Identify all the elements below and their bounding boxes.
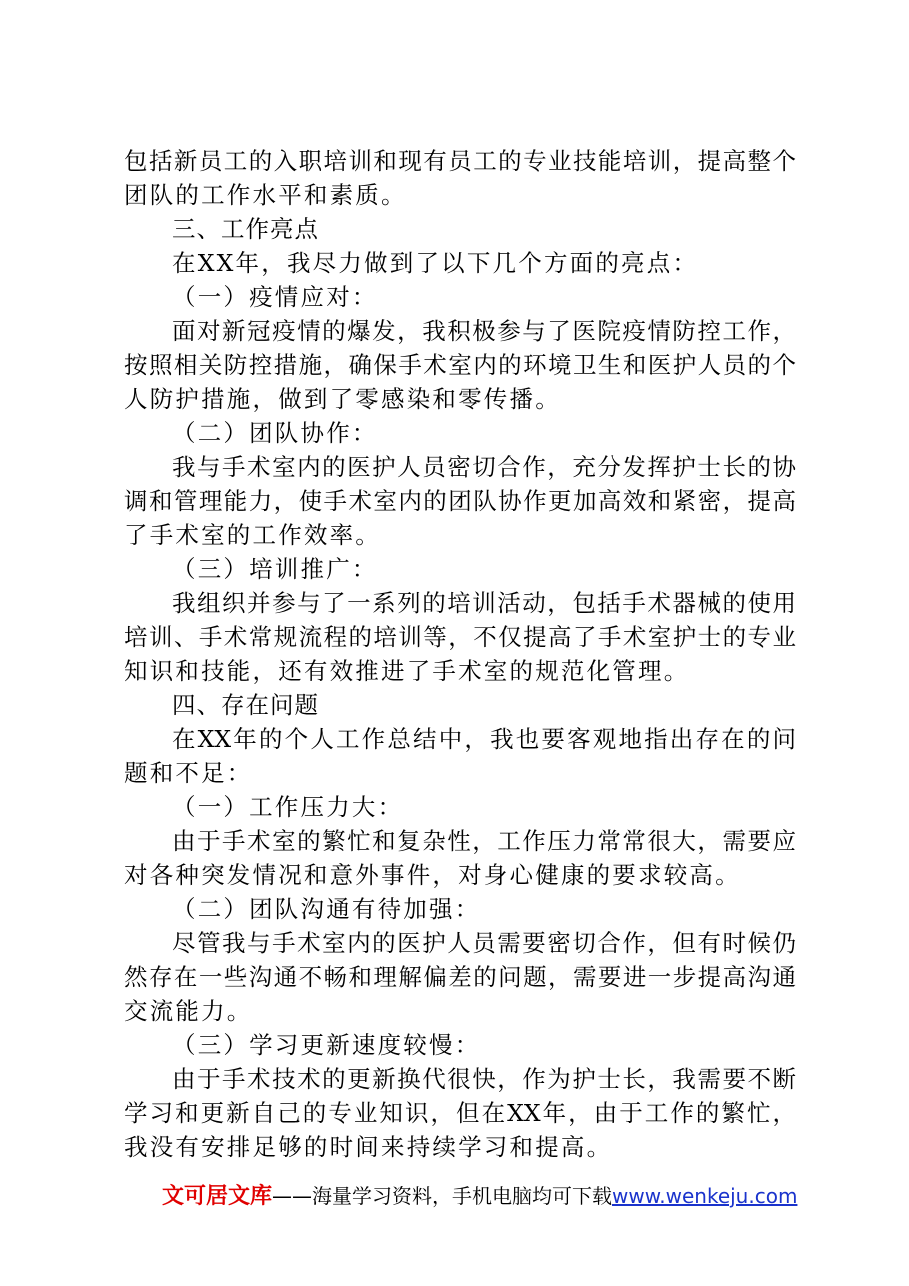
body-text-line: 由于手术技术的更新换代很快，作为护士长，我需要不断 xyxy=(172,1065,796,1093)
body-text-line: 知识和技能，还有效推进了手术室的规范化管理。 xyxy=(124,657,690,685)
subheading: （二）团队沟通有待加强： xyxy=(172,895,481,923)
footer-brand: 文可居文库 xyxy=(162,1184,273,1209)
subheading: （三）培训推广： xyxy=(172,555,378,583)
body-text-line: 尽管我与手术室内的医护人员需要密切合作，但有时候仍 xyxy=(172,929,796,957)
body-text-line: 在XX年的个人工作总结中，我也要客观地指出存在的问 xyxy=(172,725,796,753)
subheading: （一）工作压力大： xyxy=(172,793,404,821)
body-text-line: 由于手术室的繁忙和复杂性，工作压力常常很大，需要应 xyxy=(172,827,796,855)
body-text-line: 然存在一些沟通不畅和理解偏差的问题，需要进一步提高沟通 xyxy=(124,963,796,991)
body-text-line: 面对新冠疫情的爆发，我积极参与了医院疫情防控工作， xyxy=(172,317,796,345)
body-text-line: 对各种突发情况和意外事件，对身心健康的要求较高。 xyxy=(124,861,741,889)
body-text-line: 题和不足： xyxy=(124,759,253,787)
body-text-line: 按照相关防控措施，确保手术室内的环境卫生和医护人员的个 xyxy=(124,351,796,379)
section-heading: 三、工作亮点 xyxy=(172,215,319,243)
body-text-line: 调和管理能力，使手术室内的团队协作更加高效和紧密，提高 xyxy=(124,487,796,515)
body-text-line: 交流能力。 xyxy=(124,997,253,1025)
body-text-line: 包括新员工的入职培训和现有员工的专业技能培训，提高整个 xyxy=(124,147,796,175)
body-text-line: 人防护措施，做到了零感染和零传播。 xyxy=(124,385,561,413)
body-text-line: 团队的工作水平和素质。 xyxy=(124,181,407,209)
subheading: （三）学习更新速度较慢： xyxy=(172,1031,481,1059)
body-text-line: 我没有安排足够的时间来持续学习和提高。 xyxy=(124,1133,613,1161)
subheading: （二）团队协作： xyxy=(172,419,378,447)
footer-banner xyxy=(162,1180,797,1212)
subheading: （一）疫情应对： xyxy=(172,283,378,311)
section-heading: 四、存在问题 xyxy=(172,691,319,719)
footer-website-link[interactable]: www.wenkeju.com xyxy=(612,1184,798,1208)
body-text-line: 我组织并参与了一系列的培训活动，包括手术器械的使用 xyxy=(172,589,796,617)
footer-description: ——海量学习资料，手机电脑均可下载 xyxy=(272,1184,613,1208)
body-text-line: 培训、手术常规流程的培训等，不仅提高了手术室护士的专业 xyxy=(124,623,796,651)
body-text-line: 在XX年，我尽力做到了以下几个方面的亮点： xyxy=(172,249,699,277)
body-text-line: 我与手术室内的医护人员密切合作，充分发挥护士长的协 xyxy=(172,453,796,481)
body-text-line: 学习和更新自己的专业知识，但在XX年，由于工作的繁忙， xyxy=(124,1099,796,1127)
body-text-line: 了手术室的工作效率。 xyxy=(124,521,381,549)
